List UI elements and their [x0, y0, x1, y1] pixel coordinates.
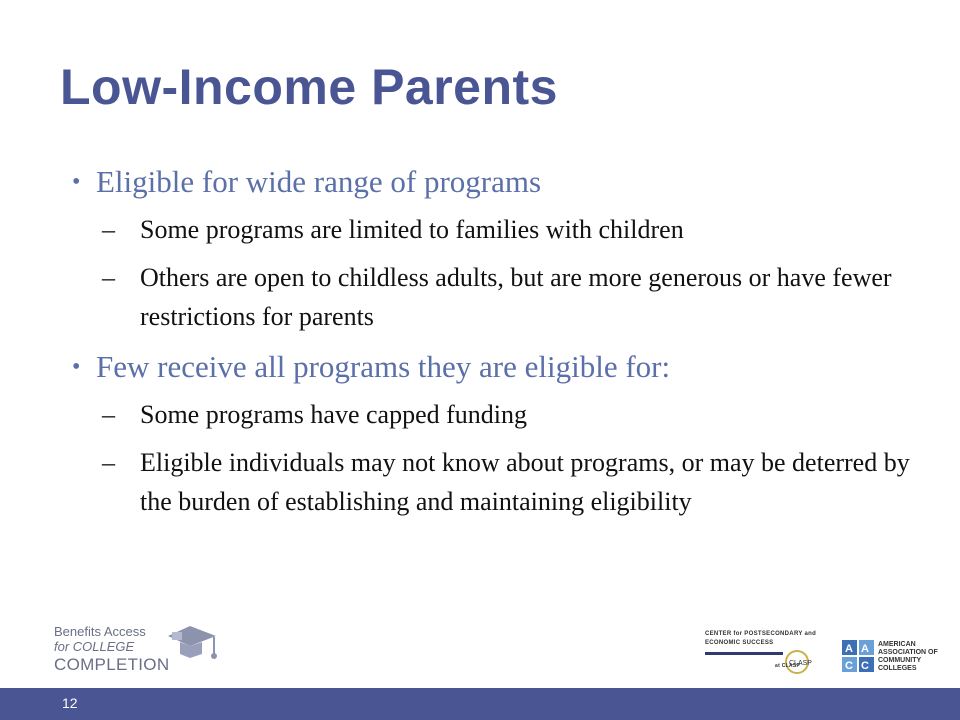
bullet-text: Eligible for wide range of programs	[96, 164, 542, 199]
logo-line: at CLASP	[775, 663, 801, 669]
dash-glyph: –	[102, 400, 115, 429]
sub-bullet-text: Some programs have capped funding	[140, 400, 528, 429]
sub-bullet-item	[72, 395, 912, 434]
logo-line: ASSOCIATION OF	[878, 649, 938, 656]
logo-line: CENTER for POSTSECONDARY and	[705, 631, 817, 637]
slide-content	[72, 160, 912, 530]
graduation-cap-icon	[160, 624, 220, 670]
logo-line: Benefits Access	[54, 624, 146, 639]
svg-text:A: A	[861, 643, 869, 655]
clasp-logo	[705, 630, 825, 680]
dash-glyph: –	[102, 215, 115, 244]
svg-text:C: C	[861, 660, 869, 672]
aacc-name	[878, 641, 938, 673]
logo-line: COMPLETION	[54, 655, 170, 674]
logo-line: COLLEGES	[878, 665, 917, 672]
bullet-text: Few receive all programs they are eligible for:	[96, 349, 671, 384]
dash-glyph: –	[102, 448, 115, 477]
aacc-mark-icon	[842, 640, 874, 674]
svg-text:A: A	[845, 643, 853, 655]
sub-bullet-text: Others are open to childless adults, but are more generous or have fewer restrictions for parents	[140, 263, 892, 331]
logo-line: AMERICAN	[878, 641, 916, 648]
aacc-logo	[842, 640, 952, 680]
dash-glyph: –	[102, 263, 115, 292]
footer-bar	[0, 688, 960, 720]
logo-line: COMMUNITY	[878, 657, 922, 664]
sub-bullet-item	[72, 210, 912, 249]
benefits-access-logo	[52, 622, 222, 682]
bullet-glyph: •	[72, 354, 81, 380]
bullet-item	[72, 160, 912, 204]
bullet-glyph: •	[72, 169, 81, 195]
sub-bullet-text: Some programs are limited to families with children	[140, 215, 684, 244]
sub-bullet-item	[72, 443, 912, 521]
sub-bullet-item	[72, 258, 912, 336]
logo-line: for COLLEGE	[54, 639, 135, 654]
bullet-item	[72, 345, 912, 389]
page-number: 12	[62, 695, 78, 711]
svg-text:C: C	[845, 660, 853, 672]
svg-text:CLASP: CLASP	[789, 660, 812, 667]
sub-bullet-text: Eligible individuals may not know about programs, or may be deterred by the burden of establishing and maintaining eligibility	[140, 448, 910, 516]
logo-line: ECONOMIC SUCCESS	[705, 640, 774, 646]
slide-title: Low-Income Parents	[60, 59, 558, 115]
